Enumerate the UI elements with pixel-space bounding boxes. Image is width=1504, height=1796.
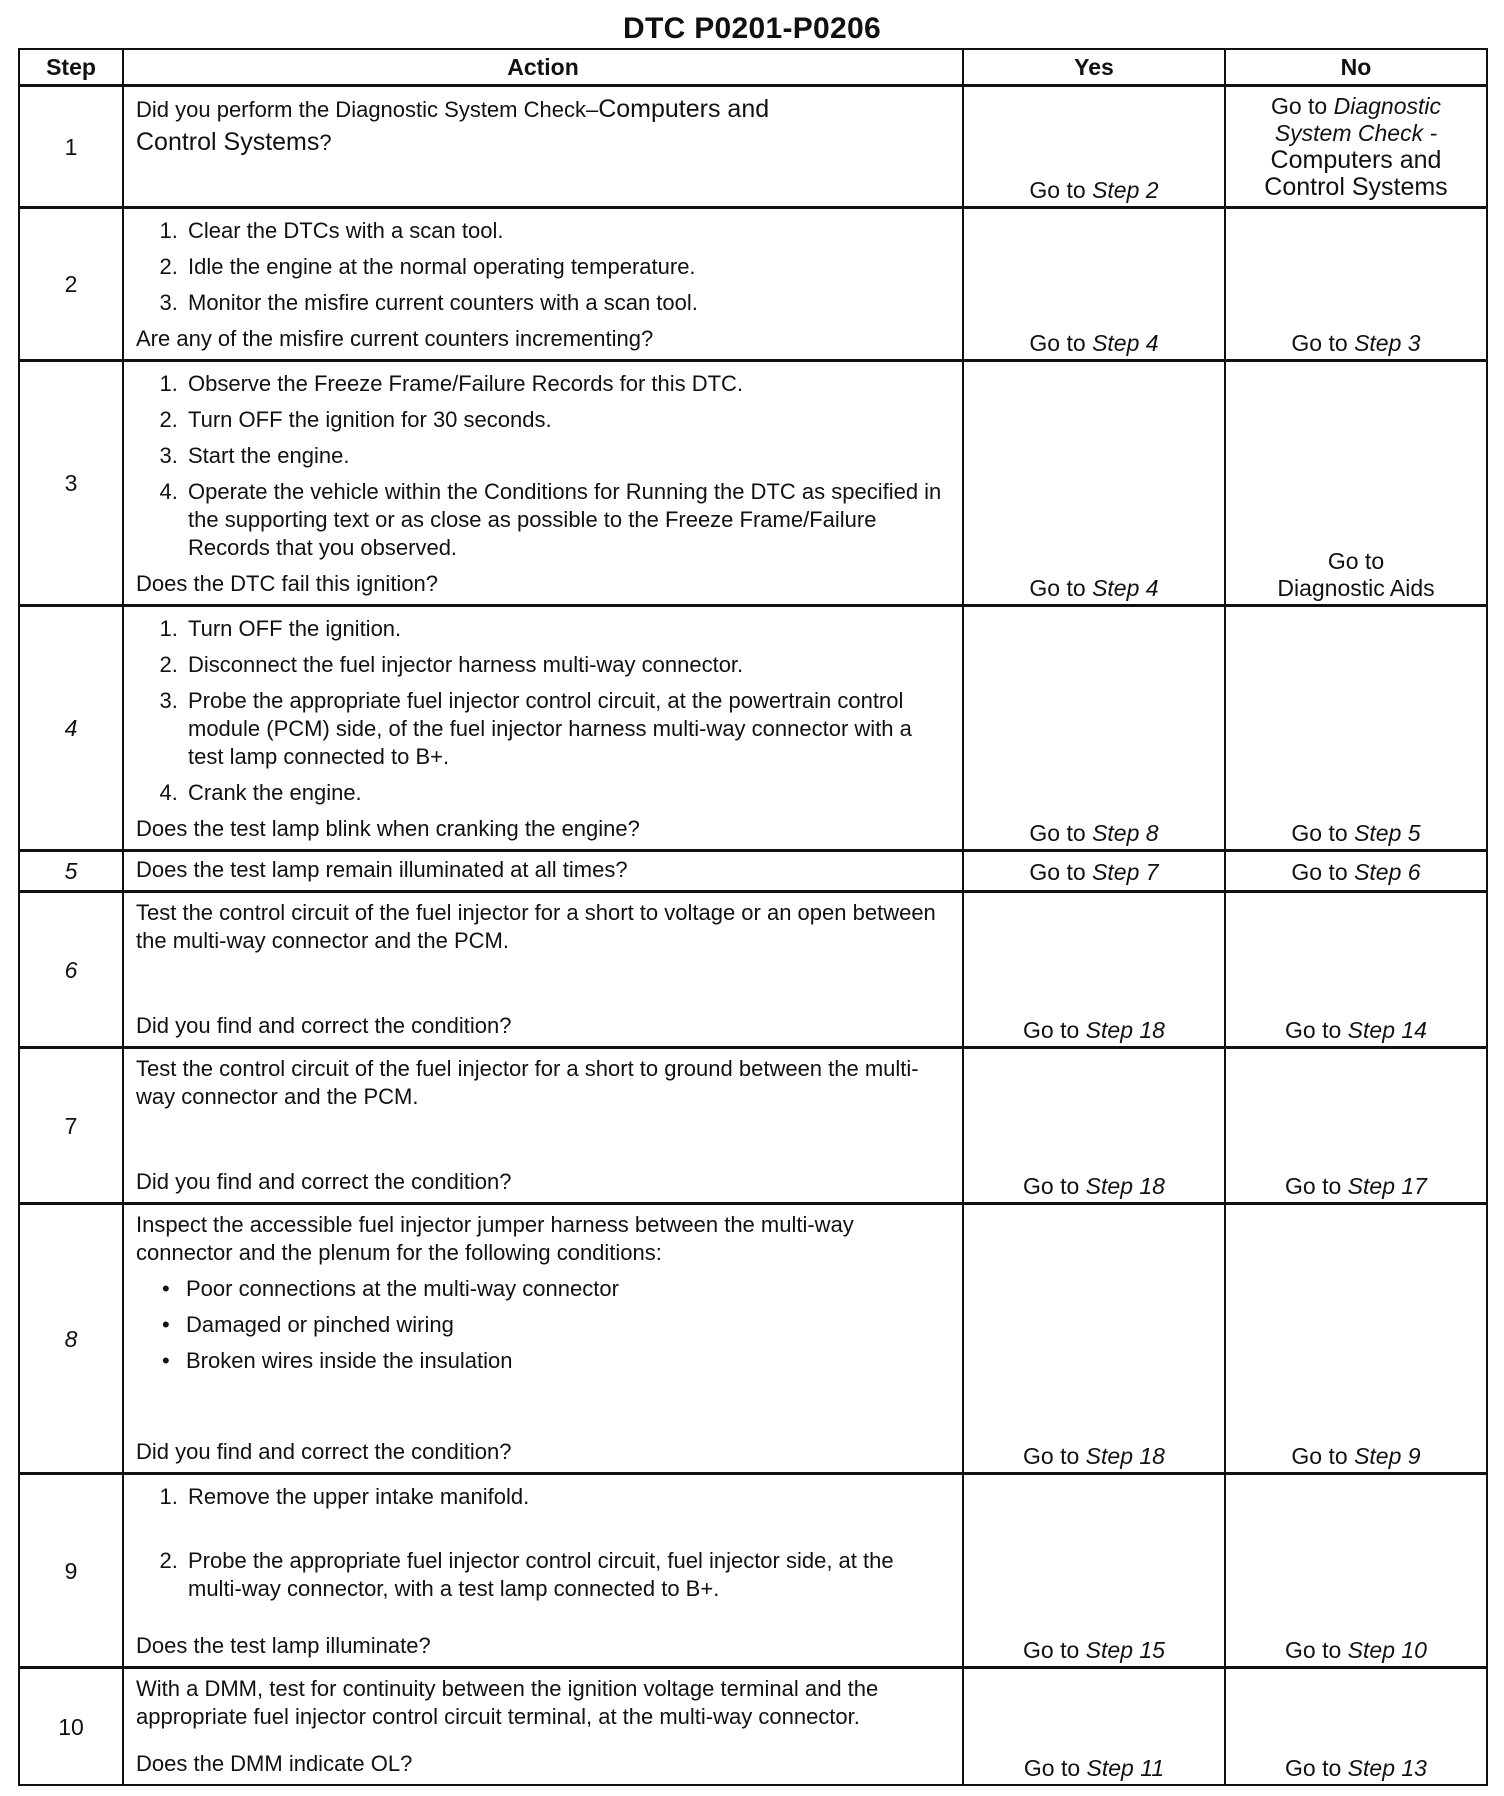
list-item: 3. Probe the appropriate fuel injector control circuit, at the powertrain control module (PCM) side, of the fuel injector harness multi-way connector with a test lamp connected to B+.	[184, 687, 952, 771]
no-link[interactable]: Go to Step 5	[1291, 820, 1421, 846]
table-row-step-9	[19, 1474, 1487, 1668]
yes-cell	[963, 851, 1225, 892]
no-cell	[1225, 606, 1487, 851]
action-cell	[123, 851, 963, 892]
table-row-step-5	[19, 851, 1487, 892]
page-title: DTC P0201-P0206	[623, 12, 881, 45]
yes-cell	[963, 1048, 1225, 1204]
no-link[interactable]: Go to Step 17	[1285, 1173, 1427, 1199]
no-link[interactable]: Go to	[1327, 548, 1385, 574]
action-cell	[123, 86, 963, 208]
no-cell	[1225, 1474, 1487, 1668]
yes-cell	[963, 361, 1225, 606]
yes-link[interactable]: Go to Step 4	[1029, 330, 1159, 356]
no-cell	[1225, 208, 1487, 361]
action-cell	[123, 1668, 963, 1786]
list-item: 1. Turn OFF the ignition.	[184, 615, 952, 643]
action-intro: With a DMM, test for continuity between the ignition voltage terminal and the appropriate fuel injector control circuit terminal, at the multi-way connector.	[136, 1676, 879, 1729]
yes-link[interactable]: Go to Step 15	[1023, 1637, 1165, 1663]
yes-cell	[963, 606, 1225, 851]
table-row-step-6	[19, 892, 1487, 1048]
table-row-step-8	[19, 1204, 1487, 1474]
table-row-step-3	[19, 361, 1487, 606]
step-number: 10	[19, 1668, 123, 1786]
action-cell	[123, 892, 963, 1048]
action-cell	[123, 606, 963, 851]
yes-link[interactable]: Go to Step 18	[1023, 1443, 1165, 1469]
no-cell: Go to Diagnostic System Check - Computers and Control Systems	[1225, 86, 1487, 208]
yes-cell	[963, 1668, 1225, 1786]
action-cell	[123, 208, 963, 361]
header-row	[19, 49, 1487, 86]
action-cell	[123, 361, 963, 606]
yes-cell	[963, 86, 1225, 208]
list-item: 1. Remove the upper intake manifold.	[184, 1483, 952, 1511]
list-item: 2. Disconnect the fuel injector harness multi-way connector.	[184, 651, 952, 679]
step-number: 8	[19, 1204, 123, 1474]
action-question: Does the DMM indicate OL?	[136, 1751, 413, 1776]
list-item: 2. Turn OFF the ignition for 30 seconds.	[184, 406, 952, 434]
yes-link[interactable]: Go to Step 4	[1029, 575, 1159, 601]
yes-cell	[963, 892, 1225, 1048]
action-intro: Test the control circuit of the fuel injector for a short to voltage or an open between the multi-way connector and the PCM.	[136, 900, 936, 953]
table-row-step-7	[19, 1048, 1487, 1204]
step-number: 4	[19, 606, 123, 851]
list-item: 3. Start the engine.	[184, 442, 952, 470]
action-steps	[136, 1483, 952, 1611]
no-cell	[1225, 892, 1487, 1048]
action-intro: Inspect the accessible fuel injector jumper harness between the multi-way connector and the plenum for the following conditions:	[136, 1212, 854, 1265]
action-question: Does the test lamp remain illuminated at all times?	[136, 857, 628, 882]
action-steps	[136, 217, 952, 325]
yes-link[interactable]: Go to Step 7	[1029, 858, 1159, 885]
list-item: • Damaged or pinched wiring	[162, 1312, 454, 1337]
list-item: 3. Monitor the misfire current counters with a scan tool.	[184, 289, 952, 317]
step-number: 5	[19, 851, 123, 892]
header-action: Action	[123, 49, 963, 86]
diagnostic-table	[18, 48, 1488, 1786]
yes-link[interactable]: Go to Step 18	[1023, 1173, 1165, 1199]
condition-list	[136, 1275, 952, 1375]
action-cell	[123, 1474, 963, 1668]
yes-link[interactable]: Go to Step 18	[1023, 1017, 1165, 1043]
action-question: Does the test lamp illuminate?	[136, 1633, 431, 1658]
header-no: No	[1225, 49, 1487, 86]
list-item: 2. Idle the engine at the normal operating temperature.	[184, 253, 952, 281]
action-question: Are any of the misfire current counters incrementing?	[136, 326, 654, 351]
action-question: Does the DTC fail this ignition?	[136, 571, 439, 596]
no-link[interactable]: Go to Step 6	[1291, 858, 1421, 885]
no-cell: Go to Diagnostic Aids	[1225, 361, 1487, 606]
yes-link[interactable]: Go to Step 2	[1029, 177, 1159, 203]
no-link[interactable]: Go to Diagnostic	[1270, 93, 1442, 119]
action-cell	[123, 1204, 963, 1474]
action-intro: Test the control circuit of the fuel injector for a short to ground between the multi-way connector and the PCM.	[136, 1056, 919, 1109]
action-question: Did you find and correct the condition?	[136, 1439, 512, 1464]
yes-link[interactable]: Go to Step 8	[1029, 820, 1159, 846]
action-question: Did you find and correct the condition?	[136, 1013, 512, 1038]
list-item: • Poor connections at the multi-way connector	[162, 1276, 619, 1301]
step-number: 6	[19, 892, 123, 1048]
step-number: 3	[19, 361, 123, 606]
table-row-step-2	[19, 208, 1487, 361]
list-item: 4. Operate the vehicle within the Conditions for Running the DTC as specified in the supporting text or as close as possible to the Freeze Frame/Failure Records that you observed.	[184, 478, 952, 562]
step-number: 2	[19, 208, 123, 361]
no-link[interactable]: Go to Step 10	[1285, 1637, 1427, 1663]
yes-cell	[963, 1204, 1225, 1474]
list-item: 4. Crank the engine.	[184, 779, 952, 807]
step-number: 7	[19, 1048, 123, 1204]
header-yes: Yes	[963, 49, 1225, 86]
yes-link[interactable]: Go to Step 11	[1023, 1755, 1165, 1781]
list-item: • Broken wires inside the insulation	[162, 1348, 513, 1373]
list-item: 1. Observe the Freeze Frame/Failure Records for this DTC.	[184, 370, 952, 398]
action-steps	[136, 615, 952, 815]
header-step: Step	[19, 49, 123, 86]
step-number: 9	[19, 1474, 123, 1668]
yes-cell	[963, 1474, 1225, 1668]
no-link[interactable]: Go to Step 14	[1285, 1017, 1427, 1043]
no-cell	[1225, 1048, 1487, 1204]
no-cell	[1225, 851, 1487, 892]
table-row-step-4	[19, 606, 1487, 851]
list-item: 1. Clear the DTCs with a scan tool.	[184, 217, 952, 245]
action-steps	[136, 370, 952, 570]
no-cell	[1225, 1204, 1487, 1474]
list-item: 2. Probe the appropriate fuel injector control circuit, fuel injector side, at the multi-way connector, with a test lamp connected to B+.	[184, 1547, 952, 1603]
yes-cell	[963, 208, 1225, 361]
action-question: Did you find and correct the condition?	[136, 1169, 512, 1194]
action-cell	[123, 1048, 963, 1204]
no-link[interactable]: Go to Step 3	[1291, 330, 1421, 356]
step-number: 1	[19, 86, 123, 208]
table-row-step-10	[19, 1668, 1487, 1786]
table-row-step-1	[19, 86, 1487, 208]
action-question: Does the test lamp blink when cranking the engine?	[136, 816, 640, 841]
no-link[interactable]: Go to Step 9	[1291, 1443, 1421, 1469]
action-intro: Did you perform the Diagnostic System Check–Computers and Control Systems?	[136, 95, 770, 156]
no-cell	[1225, 1668, 1487, 1786]
no-link[interactable]: Go to Step 13	[1285, 1755, 1427, 1781]
